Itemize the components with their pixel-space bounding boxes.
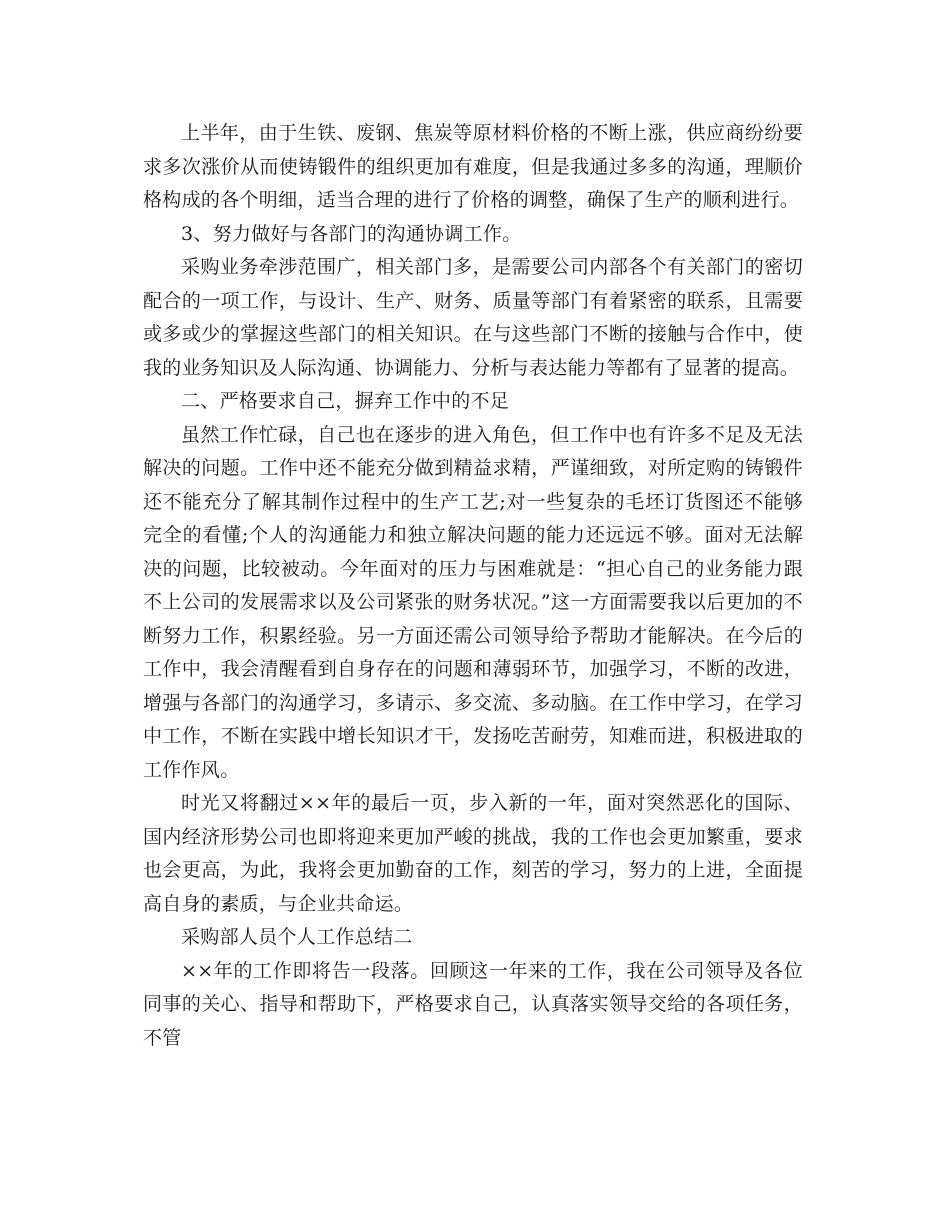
document-body — [143, 117, 803, 1055]
paragraph-price-adjustment: 上半年，由于生铁、废钢、焦炭等原材料价格的不断上涨，供应商纷纷要求多次涨价从而使铸锻件的组织更加有难度，但是我通过多多的沟通，理顺价格构成的各个明细，适当合理的进行了价格的调整，确保了生产的顺利进行。 — [143, 122, 803, 211]
paragraph-shortcomings: 虽然工作忙碌，自己也在逐步的进入角色，但工作中也有许多不足及无法解决的问题。工作中还不能充分做到精益求精，严谨细致，对所定购的铸锻件还不能充分了解其制作过程中的生产工艺;对一些复杂的毛坯订货图还不能够完全的看懂;个人的沟通能力和独立解决问题的能力还远远不够。面对无法解决的问题，比较被动。今年面对的压力与困难就是：“担心自己的业务能力跟不上公司的发展需求以及公司紧张的财务状况。”这一方面需要我以后更加的不断努力工作，积累经验。另一方面还需公司领导给予帮助才能解决。在今后的工作中，我会清醒看到自身存在的问题和薄弱环节，加强学习，不断的改进，增强与各部门的沟通学习，多请示、多交流、多动脑。在工作中学习，在学习中工作，不断在实践中增长知识才干，发扬吃苦耐劳，知难而进，积极进取的工作作风。 — [143, 423, 803, 781]
heading-strict-requirements: 二、严格要求自己，摒弃工作中的不足 — [181, 390, 510, 412]
paragraph-year-review: ××年的工作即将告一段落。回顾这一年来的工作，我在公司领导及各位同事的关心、指导和帮助下，严格要求自己，认真落实领导交给的各项任务，不管 — [143, 959, 803, 1049]
heading-summary-two: 采购部人员个人工作总结二 — [181, 926, 413, 948]
heading-communication-coordination: 3、努力做好与各部门的沟通协调工作。 — [181, 222, 522, 245]
paragraph-department-cooperation: 采购业务牵涉范围广，相关部门多，是需要公司内部各个有关部门的密切配合的一项工作，与设计、生产、财务、质量等部门有着紧密的联系，且需要或多或少的掌握这些部门的相关知识。在与这些部门不断的接触与合作中，使我的业务知识及人际沟通、协调能力、分析与表达能力等都有了显著的提高。 — [143, 256, 803, 379]
paragraph-new-year-outlook: 时光又将翻过××年的最后一页，步入新的一年，面对突然恶化的国际、国内经济形势公司也即将迎来更加严峻的挑战，我的工作也会更加繁重，要求也会更高，为此，我将会更加勤奋的工作，刻苦的学习，努力的上进，全面提高自身的素质，与企业共命运。 — [143, 792, 803, 915]
